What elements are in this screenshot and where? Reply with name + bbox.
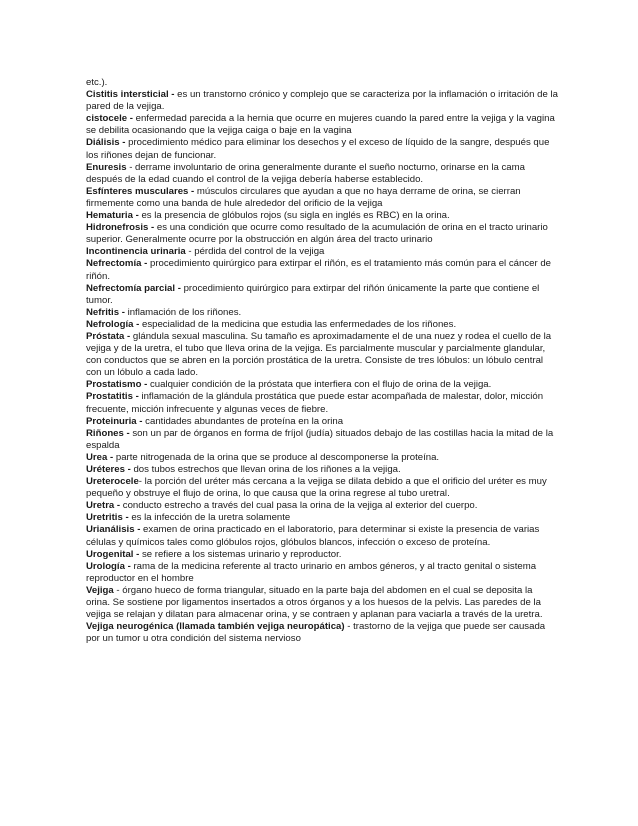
- glossary-term: Riñones -: [86, 427, 130, 439]
- glossary-entry: [86, 222, 558, 246]
- glossary-definition: inflamación de los riñones.: [124, 306, 242, 318]
- glossary-entry: [86, 89, 558, 113]
- glossary-definition: rama de la medicina referente al tracto urinario en ambos géneros, y al tracto genital o sistema reproductor en el hombre: [86, 560, 537, 584]
- glossary-definition: es la infección de la uretra solamente: [128, 512, 291, 524]
- glossary-term: Ureterocele: [86, 476, 139, 488]
- glossary-entry: [86, 246, 558, 258]
- glossary-entry: [86, 331, 558, 379]
- glossary-definition: - derrame involuntario de orina generalmente durante el sueño nocturno, orinarse en la cama después de la edad cuando el control de la vejiga debería haberse establecido.: [86, 161, 525, 185]
- glossary-term: Urología -: [86, 560, 131, 572]
- glossary-definition: glándula sexual masculina. Su tamaño es aproximadamente el de una nuez y rodea el cuello de la vejiga y de la uretra, el tubo que lleva orina de la vejiga. Es parcialmente muscular y parcialmente glandular, con conductos que se abren en la porción prostática de la uretra. Consiste de tres lóbulos: un lóbulo central con un lóbulo a cada lado.: [86, 330, 552, 379]
- glossary-term: Prostatismo -: [86, 379, 148, 391]
- glossary-definition: parte nitrogenada de la orina que se produce al descomponerse la proteína.: [113, 451, 440, 463]
- glossary-term: Urianálisis -: [86, 524, 141, 536]
- glossary-definition: inflamación de la glándula prostática que puede estar acompañada de malestar, dolor, micción frecuente, micción infrecuente y algunas veces de fiebre.: [86, 391, 544, 415]
- glossary-definition: - trastorno de la vejiga que puede ser causada por un tumor u otra condición del sistema nervioso: [86, 621, 546, 645]
- glossary-entry: [86, 258, 558, 282]
- glossary-term: cistocele -: [86, 113, 133, 125]
- glossary-term: Esfínteres musculares -: [86, 185, 195, 197]
- glossary-entry: [86, 137, 558, 161]
- glossary-term: Incontinencia urinaria: [86, 246, 186, 258]
- glossary-definition: - pérdida del control de la vejiga: [185, 246, 325, 258]
- glossary-term: Uretritis -: [86, 512, 129, 524]
- glossary-entry: [86, 585, 558, 621]
- glossary-entry: [86, 113, 558, 137]
- glossary-entry: [86, 512, 558, 524]
- glossary-entry: [86, 549, 558, 561]
- glossary-entry: [86, 210, 558, 222]
- glossary-entry: [86, 391, 558, 415]
- glossary-term: Enuresis: [86, 161, 127, 173]
- glossary-term: Vejiga neurogénica (llamada también vejiga neuropática): [86, 621, 345, 633]
- glossary-entry: [86, 307, 558, 319]
- glossary-term: Prostatitis -: [86, 391, 139, 403]
- glossary-term: Diálisis -: [86, 137, 126, 149]
- glossary-definition: procedimiento quirúrgico para extirpar del riñón únicamente la parte que contiene el tumor.: [86, 282, 540, 306]
- glossary-entry: [86, 476, 558, 500]
- glossary-definition: procedimiento quirúrgico para extirpar el riñón, es el tratamiento más común para el cáncer de riñón.: [86, 258, 551, 282]
- glossary-definition: cantidades abundantes de proteína en la orina: [142, 415, 344, 427]
- glossary-definition: - la porción del uréter más cercana a la vejiga se dilata debido a que el orificio del uréter es muy pequeño y obstruye el flujo de orina, lo que causa que la orina regrese al tubo uretral.: [86, 476, 547, 500]
- glossary-term: Hematuria -: [86, 210, 139, 222]
- glossary-definition: dos tubos estrechos que llevan orina de los riñones a la vejiga.: [130, 464, 401, 475]
- glossary-entry: [86, 162, 558, 186]
- glossary-entry: [86, 464, 558, 476]
- glossary-definition: es un transtorno crónico y complejo que se caracteriza por la inflamación o irritación de la pared de la vejiga.: [86, 89, 558, 113]
- glossary-definition: - órgano hueco de forma triangular, situado en la parte baja del abdomen en el cual se deposita la orina. Se sostiene por ligamentos insertados a otros órganos y a los huesos de la pelvis. Las paredes de la vejiga se relajan y dilatan para almacenar orina, y se contraen y aplanan para vaciarla a través de la uretra.: [86, 584, 543, 621]
- glossary-entry: [86, 524, 558, 548]
- glossary-entries: [86, 89, 558, 645]
- glossary-entry: [86, 283, 558, 307]
- glossary-entry: [86, 561, 558, 585]
- glossary-term: Uretra -: [86, 500, 121, 512]
- glossary-term: Proteinuria -: [86, 415, 143, 427]
- glossary-entry: [86, 452, 558, 464]
- glossary-term: Cistitis intersticial -: [86, 89, 175, 101]
- glossary-definition: son un par de órganos en forma de fríjol (judía) situados debajo de las costillas hacia la mitad de la espalda: [86, 427, 554, 451]
- glossary-term: Nefrología -: [86, 318, 140, 330]
- glossary-definition: músculos circulares que ayudan a que no haya derrame de orina, se cierran firmemente como una banda de hule alrededor del orificio de la vejiga: [86, 185, 521, 209]
- glossary-text: [86, 77, 558, 645]
- glossary-definition: se refiere a los sistemas urinario y reproductor.: [139, 548, 342, 560]
- glossary-entry: [86, 379, 558, 391]
- lead-text: etc.).: [86, 77, 108, 88]
- glossary-term: Uréteres -: [86, 464, 131, 475]
- glossary-definition: cualquier condición de la próstata que interfiera con el flujo de orina de la vejiga.: [147, 379, 492, 391]
- glossary-term: Urea -: [86, 451, 114, 463]
- glossary-definition: examen de orina practicado en el laboratorio, para determinar si existe la presencia de varias células y químicos tales como glóbulos rojos, glóbulos blancos, infección o exceso de proteína.: [86, 524, 540, 548]
- glossary-entry: [86, 416, 558, 428]
- glossary-term: Próstata -: [86, 330, 131, 342]
- glossary-term: Hidronefrosis -: [86, 222, 155, 234]
- glossary-entry: [86, 621, 558, 645]
- glossary-entry: [86, 500, 558, 512]
- glossary-term: Urogenital -: [86, 548, 140, 560]
- glossary-entry: [86, 319, 558, 331]
- glossary-term: Nefritis -: [86, 306, 125, 318]
- glossary-definition: procedimiento médico para eliminar los desechos y el exceso de líquido de la sangre, después que los riñones dejan de funcionar.: [86, 137, 550, 161]
- glossary-entry: [86, 186, 558, 210]
- glossary-definition: es la presencia de glóbulos rojos (su sigla en inglés es RBC) en la orina.: [138, 210, 450, 222]
- glossary-definition: es una condición que ocurre como resultado de la acumulación de orina en el tracto urinario superior. Generalmente ocurre por la obstrucción en algún área del tracto urinario: [86, 222, 548, 246]
- glossary-definition: especialidad de la medicina que estudia las enfermedades de los riñones.: [139, 318, 457, 330]
- glossary-term: Nefrectomía -: [86, 258, 148, 270]
- glossary-definition: enfermedad parecida a la hernia que ocurre en mujeres cuando la pared entre la vejiga y la vagina se debilita ocasionando que la vejiga caiga o baje en la vagina: [86, 113, 555, 137]
- glossary-definition: conducto estrecho a través del cual pasa la orina de la vejiga al exterior del cuerpo.: [120, 500, 478, 512]
- glossary-term: Nefrectomía parcial -: [86, 282, 181, 294]
- glossary-term: Vejiga: [86, 584, 114, 596]
- glossary-entry: [86, 428, 558, 452]
